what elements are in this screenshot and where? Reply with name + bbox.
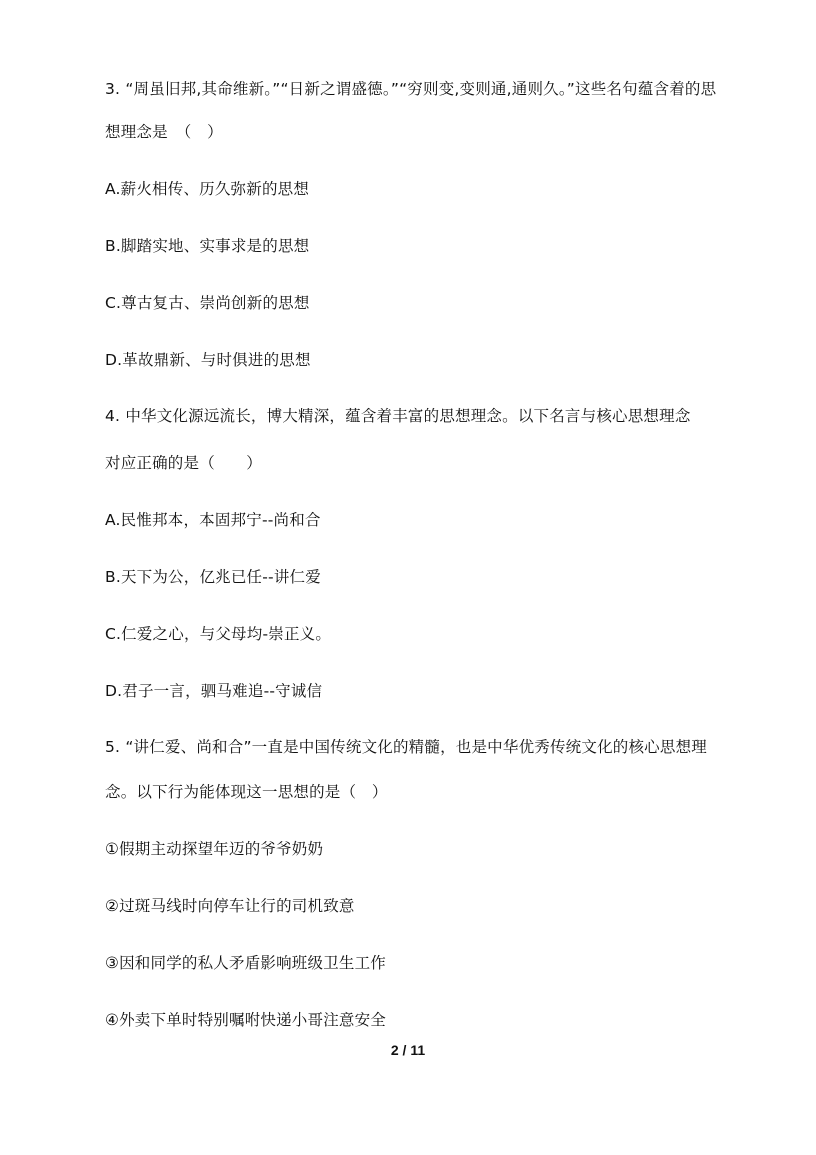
question-5-stem-line-1: 5. “讲仁爱、尚和合”一直是中国传统文化的精髓，也是中华优秀传统文化的核心思想理 xyxy=(105,738,707,756)
question-3-option-a: A.薪火相传、历久弥新的思想 xyxy=(105,180,310,198)
question-4-stem-line-1: 4. 中华文化源远流长，博大精深，蕴含着丰富的思想理念。以下名言与核心思想理念 xyxy=(105,407,691,425)
question-5-item-2: ②过斑马线时向停车让行的司机致意 xyxy=(105,897,355,915)
question-3-option-c: C.尊古复古、崇尚创新的思想 xyxy=(105,294,310,312)
question-5-item-1: ①假期主动探望年迈的爷爷奶奶 xyxy=(105,840,324,858)
question-4-option-b: B.天下为公，亿兆已任--讲仁爱 xyxy=(105,568,321,586)
question-4-stem-line-2: 对应正确的是（ ） xyxy=(105,454,263,472)
page-number: 2 / 11 xyxy=(390,1042,426,1058)
question-5-item-4: ④外卖下单时特别嘱咐快递小哥注意安全 xyxy=(105,1011,386,1029)
question-3-option-b: B.脚踏实地、实事求是的思想 xyxy=(105,237,310,255)
question-5-stem-line-2: 念。以下行为能体现这一思想的是（ ） xyxy=(105,783,388,801)
question-5-item-3: ③因和同学的私人矛盾影响班级卫生工作 xyxy=(105,954,386,972)
question-3-option-d: D.革故鼎新、与时俱进的思想 xyxy=(105,351,311,369)
question-4-option-d: D.君子一言，驷马难追--守诚信 xyxy=(105,682,323,700)
question-3-stem-line-1: 3. “周虽旧邦,其命维新。”“日新之谓盛德。”“穷则变,变则通,通则久。”这些名句蕴含着的思 xyxy=(105,80,717,98)
question-4-option-c: C.仁爱之心，与父母均-崇正义。 xyxy=(105,625,332,643)
question-3-stem-line-2: 想理念是 （ ） xyxy=(105,123,223,141)
question-4-option-a: A.民惟邦本，本固邦宁--尚和合 xyxy=(105,511,321,529)
